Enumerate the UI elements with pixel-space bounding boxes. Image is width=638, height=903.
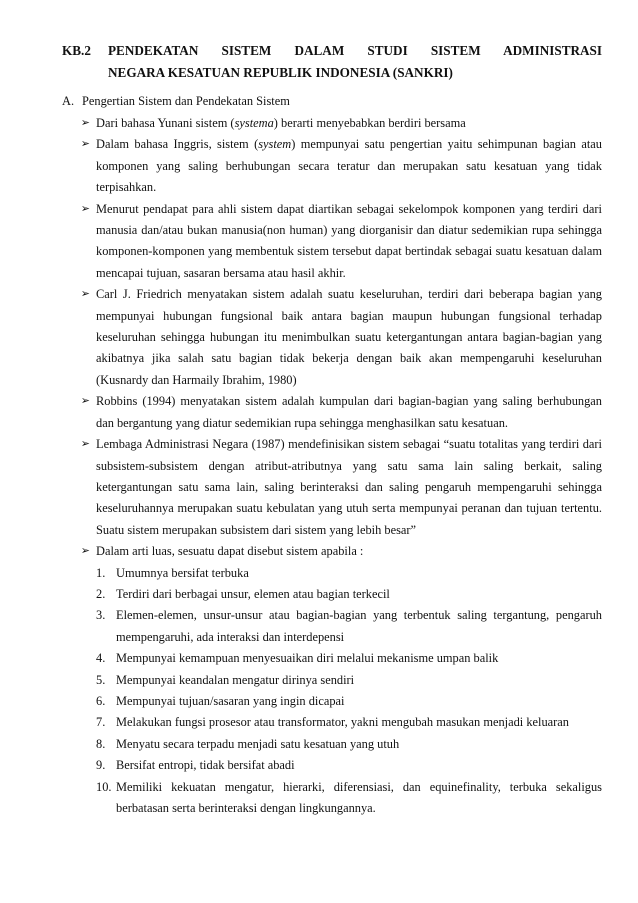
item-text: Melakukan fungsi prosesor atau transformator, yakni mengubah masukan menjadi keluaran	[116, 715, 570, 730]
bullet-arrow-icon: ➢	[80, 545, 90, 558]
bullet-item	[62, 199, 602, 285]
item-text: Mempunyai kemampuan menyesuaikan diri melalui mekanisme umpan balik	[116, 651, 499, 666]
section-heading-text: Pengertian Sistem dan Pendekatan Sistem	[82, 94, 290, 108]
item-text: Memiliki kekuatan mengatur, hierarki, diferensiasi, dan equinefinality, terbuka sekaligus berbatasan serta berinteraksi dengan lingkungannya.	[116, 779, 602, 815]
item-text: Umumnya bersifat terbuka	[116, 565, 249, 580]
item-text: Mempunyai tujuan/sasaran yang ingin dicapai	[116, 693, 345, 708]
item-text: Bersifat entropi, tidak bersifat abadi	[116, 758, 295, 773]
numbered-item	[62, 584, 602, 605]
item-text: Terdiri dari berbagai unsur, elemen atau bagian terkecil	[116, 586, 390, 601]
italic-term: system	[258, 137, 292, 152]
bullet-item	[62, 541, 602, 562]
numbered-list	[62, 563, 602, 820]
item-number: 7.	[96, 715, 106, 730]
section-letter: A.	[62, 94, 75, 108]
numbered-item	[62, 691, 602, 712]
section-heading	[62, 90, 602, 112]
bullet-arrow-icon: ➢	[80, 395, 90, 408]
item-number: 10.	[96, 779, 112, 794]
bullet-arrow-icon: ➢	[80, 288, 90, 301]
bullet-item	[62, 134, 602, 198]
item-text: Menyatu secara terpadu menjadi satu kesatuan yang utuh	[116, 736, 400, 751]
item-number: 8.	[96, 736, 106, 751]
item-number: 1.	[96, 565, 106, 580]
bullet-arrow-icon: ➢	[80, 438, 90, 451]
chapter-code: KB.2	[62, 43, 91, 58]
bullet-text: Carl J. Friedrich menyatakan sistem adalah suatu keseluruhan, terdiri dari beberapa bagian yang mempunyai hubungan fungsional baik antara bagian maupun hubungan fungsional terhadap keseluruhan sehingga hubungan itu menimbulkan suatu ketergantungan antara bagian-bagian yang akibatnya jika salah satu bagian tidak bekerja dengan baik akan mempengaruhi keseluruhan (Kusnardy dan Harmaily Ibrahim, 1980)	[96, 287, 602, 387]
bullet-arrow-icon: ➢	[80, 117, 90, 129]
bullet-arrow-icon: ➢	[80, 202, 90, 215]
numbered-item	[62, 755, 602, 776]
item-text: Elemen-elemen, unsur-unsur atau bagian-bagian yang terbentuk saling tergantung, pengaruh mempengaruhi, ada interaksi dan interdepensi	[116, 608, 602, 644]
content-body	[62, 113, 602, 819]
bullet-text: Dari bahasa Yunani sistem (systema) berarti menyebabkan berdiri bersama	[96, 116, 466, 130]
bullet-item	[62, 113, 602, 134]
numbered-item	[62, 734, 602, 755]
numbered-item	[62, 670, 602, 691]
item-number: 4.	[96, 651, 106, 666]
numbered-item	[62, 648, 602, 669]
item-number: 2.	[96, 586, 106, 601]
numbered-item	[62, 563, 602, 584]
chapter-title-line-1: PENDEKATAN SISTEM DALAM STUDI SISTEM ADMINISTRASI	[108, 43, 602, 58]
bullet-item	[62, 391, 602, 434]
numbered-item	[62, 605, 602, 648]
item-number: 9.	[96, 758, 106, 773]
bullet-text: Dalam arti luas, sesuatu dapat disebut sistem apabila :	[96, 544, 364, 559]
item-number: 5.	[96, 672, 106, 687]
item-number: 6.	[96, 693, 106, 708]
bullet-text: Menurut pendapat para ahli sistem dapat diartikan sebagai sekelompok komponen yang terdiri dari manusia dan/atau bukan manusia(non human) yang diorganisir dan diatur sedemikian rupa sehingga komponen-komponen yang membentuk sistem tersebut dapat bertindak sebagai suatu kesatuan dalam mencapai tujuan, sasaran bersama atau hasil akhir.	[96, 201, 602, 280]
bullet-text: Lembaga Administrasi Negara (1987) mendefinisikan sistem sebagai “suatu totalitas yang terdiri dari subsistem-subsistem dengan atribut-atributnya yang satu sama lain saling berkait, saling ketergantungan satu sama lain, saling berinteraksi dan saling pengaruh mempengaruhi sehingga keseluruhannya merupakan suatu kebulatan yang utuh serta mempunyai peranan dan tujuan tertentu. Suatu sistem merupakan subsistem dari sistem yang lebih besar”	[96, 437, 602, 537]
item-text: Mempunyai keandalan mengatur dirinya sendiri	[116, 672, 355, 687]
chapter-title-line-2: NEGARA KESATUAN REPUBLIK INDONESIA (SANKRI)	[108, 65, 453, 80]
italic-term: systema	[234, 116, 274, 130]
bullet-text: Robbins (1994) menyatakan sistem adalah kumpulan dari bagian-bagian yang saling berhubungan dan bergantung yang diatur sedemikian rupa sehingga menghasilkan satu kesatuan.	[96, 394, 602, 430]
bullet-item	[62, 434, 602, 541]
item-number: 3.	[96, 608, 106, 623]
numbered-item	[62, 777, 602, 820]
bullet-text: Dalam bahasa Inggris, sistem (system) mempunyai satu pengertian yaitu sehimpunan bagian atau komponen yang saling berhubungan secara teratur dan merupakan satu kesatuan yang tidak terpisahkan.	[96, 137, 602, 195]
chapter-title	[62, 40, 602, 84]
numbered-item	[62, 712, 602, 733]
bullet-item	[62, 284, 602, 391]
bullet-arrow-icon: ➢	[80, 138, 90, 151]
